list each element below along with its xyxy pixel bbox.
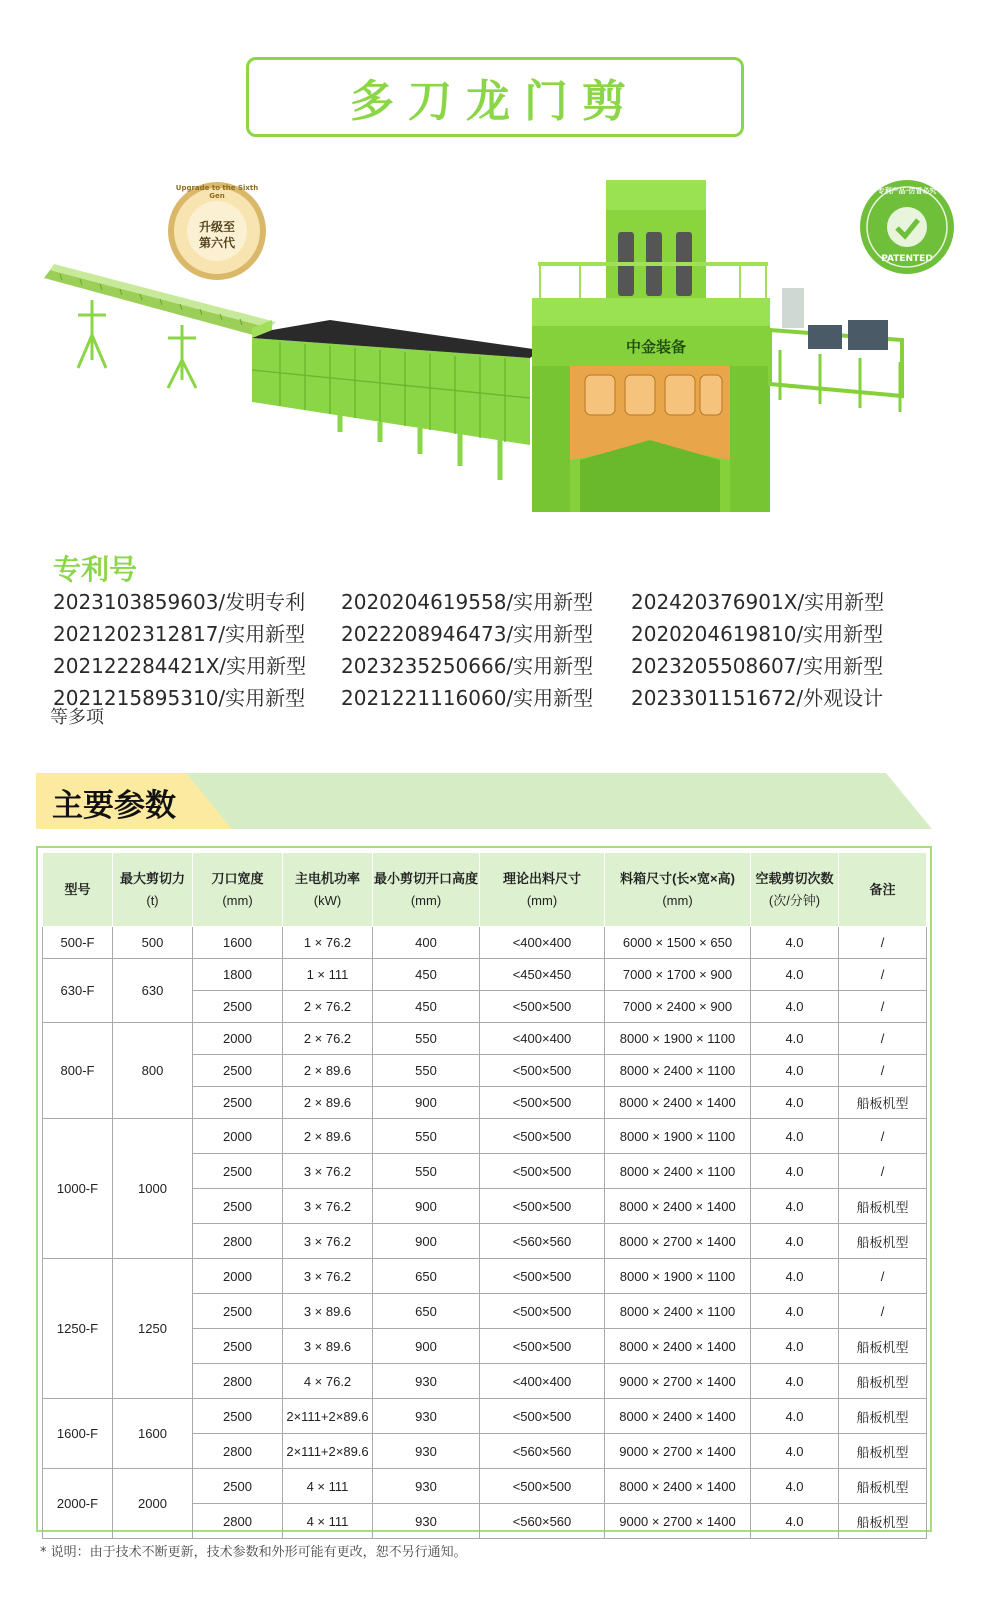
table-cell: 930 xyxy=(373,1364,480,1399)
table-cell: 4.0 xyxy=(751,1055,839,1087)
header-unit: (mm) xyxy=(222,892,253,908)
table-cell: 550 xyxy=(373,1055,480,1087)
table-cell: <400×400 xyxy=(480,927,605,959)
table-cell: 7000 × 2400 × 900 xyxy=(605,991,751,1023)
table-cell: 8000 × 2400 × 1400 xyxy=(605,1469,751,1504)
table-cell: 930 xyxy=(373,1504,480,1539)
table-cell: <500×500 xyxy=(480,1469,605,1504)
table-cell: 2500 xyxy=(193,1055,283,1087)
patent-list xyxy=(53,588,953,713)
table-cell: 8000 × 2400 × 1400 xyxy=(605,1329,751,1364)
header-label: 最大剪切力 xyxy=(119,870,185,886)
table-cell: 4.0 xyxy=(751,1364,839,1399)
table-cell: 4.0 xyxy=(751,927,839,959)
table-cell: 2500 xyxy=(193,1469,283,1504)
table-cell: <500×500 xyxy=(480,1189,605,1224)
table-cell: 4.0 xyxy=(751,1189,839,1224)
table-cell: 2 × 76.2 xyxy=(283,991,373,1023)
table-cell: 4.0 xyxy=(751,991,839,1023)
table-cell: 650 xyxy=(373,1259,480,1294)
table-cell: 船板机型 xyxy=(839,1329,927,1364)
table-cell: 2 × 89.6 xyxy=(283,1119,373,1154)
table-cell: 4.0 xyxy=(751,1154,839,1189)
table-cell: 900 xyxy=(373,1329,480,1364)
table-cell: 船板机型 xyxy=(839,1189,927,1224)
table-cell: 4.0 xyxy=(751,1469,839,1504)
table-cell: 船板机型 xyxy=(839,1087,927,1119)
table-cell: 2800 xyxy=(193,1504,283,1539)
table-cell: 4 × 111 xyxy=(283,1504,373,1539)
table-cell: 3 × 89.6 xyxy=(283,1294,373,1329)
table-cell: 8000 × 2400 × 1400 xyxy=(605,1399,751,1434)
header-label: 理论出料尺寸 xyxy=(502,870,581,886)
force-cell: 1250 xyxy=(113,1259,193,1399)
table-cell: 8000 × 2400 × 1400 xyxy=(605,1189,751,1224)
table-cell: 9000 × 2700 × 1400 xyxy=(605,1364,751,1399)
title-box xyxy=(246,57,744,137)
table-cell: 900 xyxy=(373,1087,480,1119)
table-cell: 3 × 76.2 xyxy=(283,1224,373,1259)
table-cell: / xyxy=(839,959,927,991)
table-cell: 8000 × 2400 × 1100 xyxy=(605,1055,751,1087)
table-cell: <560×560 xyxy=(480,1504,605,1539)
table-header-cell xyxy=(751,853,839,927)
table-cell: 8000 × 2400 × 1100 xyxy=(605,1294,751,1329)
table-cell: 900 xyxy=(373,1224,480,1259)
table-cell: <500×500 xyxy=(480,991,605,1023)
table-cell: <560×560 xyxy=(480,1224,605,1259)
patent-item: 2021202312817/实用新型 xyxy=(53,622,306,646)
table-cell: 8000 × 2400 × 1100 xyxy=(605,1154,751,1189)
model-cell: 630-F xyxy=(43,959,113,1023)
gold-badge-line2: 第六代 xyxy=(198,236,235,250)
table-cell: 3 × 89.6 xyxy=(283,1329,373,1364)
table-cell: 4.0 xyxy=(751,1434,839,1469)
model-cell: 2000-F xyxy=(43,1469,113,1539)
table-cell: 4.0 xyxy=(751,1119,839,1154)
table-cell: 2800 xyxy=(193,1364,283,1399)
table-cell: 450 xyxy=(373,959,480,991)
table-cell: / xyxy=(839,927,927,959)
table-cell: 900 xyxy=(373,1189,480,1224)
table-cell: <500×500 xyxy=(480,1294,605,1329)
table-cell: <500×500 xyxy=(480,1087,605,1119)
model-cell: 1000-F xyxy=(43,1119,113,1259)
gold-badge-line1: 升级至 xyxy=(198,220,235,234)
parameter-table xyxy=(42,852,927,1539)
table-cell: 4.0 xyxy=(751,1023,839,1055)
table-cell: <500×500 xyxy=(480,1329,605,1364)
model-cell: 500-F xyxy=(43,927,113,959)
header-unit: (t) xyxy=(146,892,159,908)
header-label: 空载剪切次数 xyxy=(755,870,834,886)
table-row xyxy=(43,1259,927,1294)
table-cell: 船板机型 xyxy=(839,1224,927,1259)
table-row xyxy=(43,1023,927,1055)
table-cell: 4.0 xyxy=(751,1329,839,1364)
green-badge-bottom-text: PATENTED xyxy=(881,254,933,264)
table-cell: 8000 × 2400 × 1400 xyxy=(605,1087,751,1119)
table-header-cell xyxy=(43,853,113,927)
table-cell: 550 xyxy=(373,1154,480,1189)
table-cell: <400×400 xyxy=(480,1023,605,1055)
gold-badge-ring-text: Upgrade to the Sixth Gen xyxy=(175,184,259,200)
table-cell: / xyxy=(839,1259,927,1294)
machine-illustration xyxy=(40,170,952,540)
table-cell: <500×500 xyxy=(480,1259,605,1294)
table-cell: / xyxy=(839,991,927,1023)
table-cell: 650 xyxy=(373,1294,480,1329)
table-header-cell xyxy=(839,853,927,927)
patent-item: 2023103859603/发明专利 xyxy=(53,590,306,614)
header-label: 型号 xyxy=(64,881,91,897)
table-cell: 450 xyxy=(373,991,480,1023)
table-cell: 550 xyxy=(373,1119,480,1154)
header-unit: (kW) xyxy=(313,892,342,908)
header-unit: (mm) xyxy=(526,892,558,908)
section-title: 主要参数 xyxy=(52,788,176,824)
force-cell: 2000 xyxy=(113,1469,193,1539)
header-label: 刀口宽度 xyxy=(211,870,264,886)
footnote: * 说明：由于技术不断更新，技术参数和外形可能有更改，恕不另行通知。 xyxy=(40,1545,467,1560)
header-unit: (mm) xyxy=(662,892,693,908)
table-row xyxy=(43,1399,927,1434)
sixth-gen-badge xyxy=(166,180,268,282)
table-header-cell xyxy=(113,853,193,927)
table-cell: 船板机型 xyxy=(839,1399,927,1434)
patent-item: 2023205508607/实用新型 xyxy=(631,654,884,678)
header-unit: (次/分钟) xyxy=(768,892,821,908)
table-cell: 7000 × 1700 × 900 xyxy=(605,959,751,991)
model-cell: 1600-F xyxy=(43,1399,113,1469)
table-cell: <500×500 xyxy=(480,1119,605,1154)
table-row xyxy=(43,1469,927,1504)
table-cell: 船板机型 xyxy=(839,1364,927,1399)
table-cell: 8000 × 1900 × 1100 xyxy=(605,1023,751,1055)
table-cell: <450×450 xyxy=(480,959,605,991)
table-cell: 4 × 111 xyxy=(283,1469,373,1504)
header-unit: (mm) xyxy=(410,892,442,908)
table-cell: 2500 xyxy=(193,1329,283,1364)
table-cell: 2 × 89.6 xyxy=(283,1055,373,1087)
table-cell: 船板机型 xyxy=(839,1434,927,1469)
header-label: 最小剪切开口高度 xyxy=(373,870,478,886)
force-cell: 1000 xyxy=(113,1119,193,1259)
table-header-cell xyxy=(193,853,283,927)
table-cell: 550 xyxy=(373,1023,480,1055)
table-cell: 4.0 xyxy=(751,1399,839,1434)
table-cell: 8000 × 2700 × 1400 xyxy=(605,1224,751,1259)
table-cell: 2500 xyxy=(193,1154,283,1189)
table-cell: / xyxy=(839,1154,927,1189)
table-row xyxy=(43,959,927,991)
table-header-cell xyxy=(373,853,480,927)
table-cell: 1 × 76.2 xyxy=(283,927,373,959)
table-cell: / xyxy=(839,1294,927,1329)
table-cell: 2×111+2×89.6 xyxy=(283,1434,373,1469)
table-cell: 4.0 xyxy=(751,1504,839,1539)
table-cell: 9000 × 2700 × 1400 xyxy=(605,1434,751,1469)
table-cell: 2500 xyxy=(193,1294,283,1329)
table-cell: 9000 × 2700 × 1400 xyxy=(605,1504,751,1539)
patent-section-title: 专利号 xyxy=(53,553,138,586)
table-cell: 2500 xyxy=(193,1189,283,1224)
table-cell: 4 × 76.2 xyxy=(283,1364,373,1399)
model-cell: 800-F xyxy=(43,1023,113,1119)
product-title: 多刀龙门剪 xyxy=(350,76,640,127)
table-header-cell xyxy=(480,853,605,927)
table-cell: <560×560 xyxy=(480,1434,605,1469)
force-cell: 500 xyxy=(113,927,193,959)
patent-item: 202122284421X/实用新型 xyxy=(53,654,307,678)
table-cell: / xyxy=(839,1023,927,1055)
force-cell: 1600 xyxy=(113,1399,193,1469)
table-cell: 2000 xyxy=(193,1119,283,1154)
table-cell: 2 × 76.2 xyxy=(283,1023,373,1055)
table-cell: 8000 × 1900 × 1100 xyxy=(605,1259,751,1294)
patent-item: 2022208946473/实用新型 xyxy=(341,622,594,646)
table-cell: / xyxy=(839,1055,927,1087)
table-cell: 4.0 xyxy=(751,959,839,991)
table-header-cell xyxy=(605,853,751,927)
table-cell: 2800 xyxy=(193,1434,283,1469)
patent-item: 2023235250666/实用新型 xyxy=(341,654,594,678)
table-cell: 930 xyxy=(373,1434,480,1469)
table-cell: / xyxy=(839,1119,927,1154)
table-cell: 2800 xyxy=(193,1224,283,1259)
table-cell: 3 × 76.2 xyxy=(283,1259,373,1294)
table-cell: 4.0 xyxy=(751,1259,839,1294)
table-row xyxy=(43,927,927,959)
table-cell: 2×111+2×89.6 xyxy=(283,1399,373,1434)
table-cell: 船板机型 xyxy=(839,1504,927,1539)
table-header-cell xyxy=(283,853,373,927)
table-cell: <500×500 xyxy=(480,1055,605,1087)
table-cell: 8000 × 1900 × 1100 xyxy=(605,1119,751,1154)
force-cell: 630 xyxy=(113,959,193,1023)
table-cell: 船板机型 xyxy=(839,1469,927,1504)
patent-item: 2021215895310/实用新型 xyxy=(53,686,306,710)
table-cell: 6000 × 1500 × 650 xyxy=(605,927,751,959)
table-cell: 2000 xyxy=(193,1259,283,1294)
table-cell: 400 xyxy=(373,927,480,959)
patent-item: 2023301151672/外观设计 xyxy=(631,686,884,710)
force-cell: 800 xyxy=(113,1023,193,1119)
table-cell: 1800 xyxy=(193,959,283,991)
table-cell: 2000 xyxy=(193,1023,283,1055)
table-cell: 1 × 111 xyxy=(283,959,373,991)
table-cell: 4.0 xyxy=(751,1224,839,1259)
table-header-row xyxy=(43,853,927,927)
table-cell: <500×500 xyxy=(480,1154,605,1189)
machine-brand-label: 中金装备 xyxy=(625,338,686,356)
table-cell: 3 × 76.2 xyxy=(283,1154,373,1189)
patent-item: 2020204619558/实用新型 xyxy=(341,590,594,614)
table-cell: 4.0 xyxy=(751,1087,839,1119)
patent-item: 2020204619810/实用新型 xyxy=(631,622,884,646)
table-cell: <500×500 xyxy=(480,1399,605,1434)
table-cell: 2500 xyxy=(193,991,283,1023)
header-label: 备注 xyxy=(869,881,896,897)
table-cell: 2500 xyxy=(193,1399,283,1434)
table-cell: 1600 xyxy=(193,927,283,959)
table-cell: 2500 xyxy=(193,1087,283,1119)
model-cell: 1250-F xyxy=(43,1259,113,1399)
table-cell: 930 xyxy=(373,1469,480,1504)
header-label: 料箱尺寸(长×宽×高) xyxy=(620,870,735,886)
header-label: 主电机功率 xyxy=(294,870,360,886)
patent-more-note: 等多项 xyxy=(50,707,104,728)
table-cell: 4.0 xyxy=(751,1294,839,1329)
patent-item: 202420376901X/实用新型 xyxy=(631,590,885,614)
patent-item: 2021221116060/实用新型 xyxy=(341,686,594,710)
table-row xyxy=(43,1119,927,1154)
green-badge-ring-text: 专利产品·仿冒必究 xyxy=(877,187,937,195)
table-cell: 2 × 89.6 xyxy=(283,1087,373,1119)
table-cell: 3 × 76.2 xyxy=(283,1189,373,1224)
table-cell: 930 xyxy=(373,1399,480,1434)
patented-badge xyxy=(858,178,956,276)
table-cell: <400×400 xyxy=(480,1364,605,1399)
